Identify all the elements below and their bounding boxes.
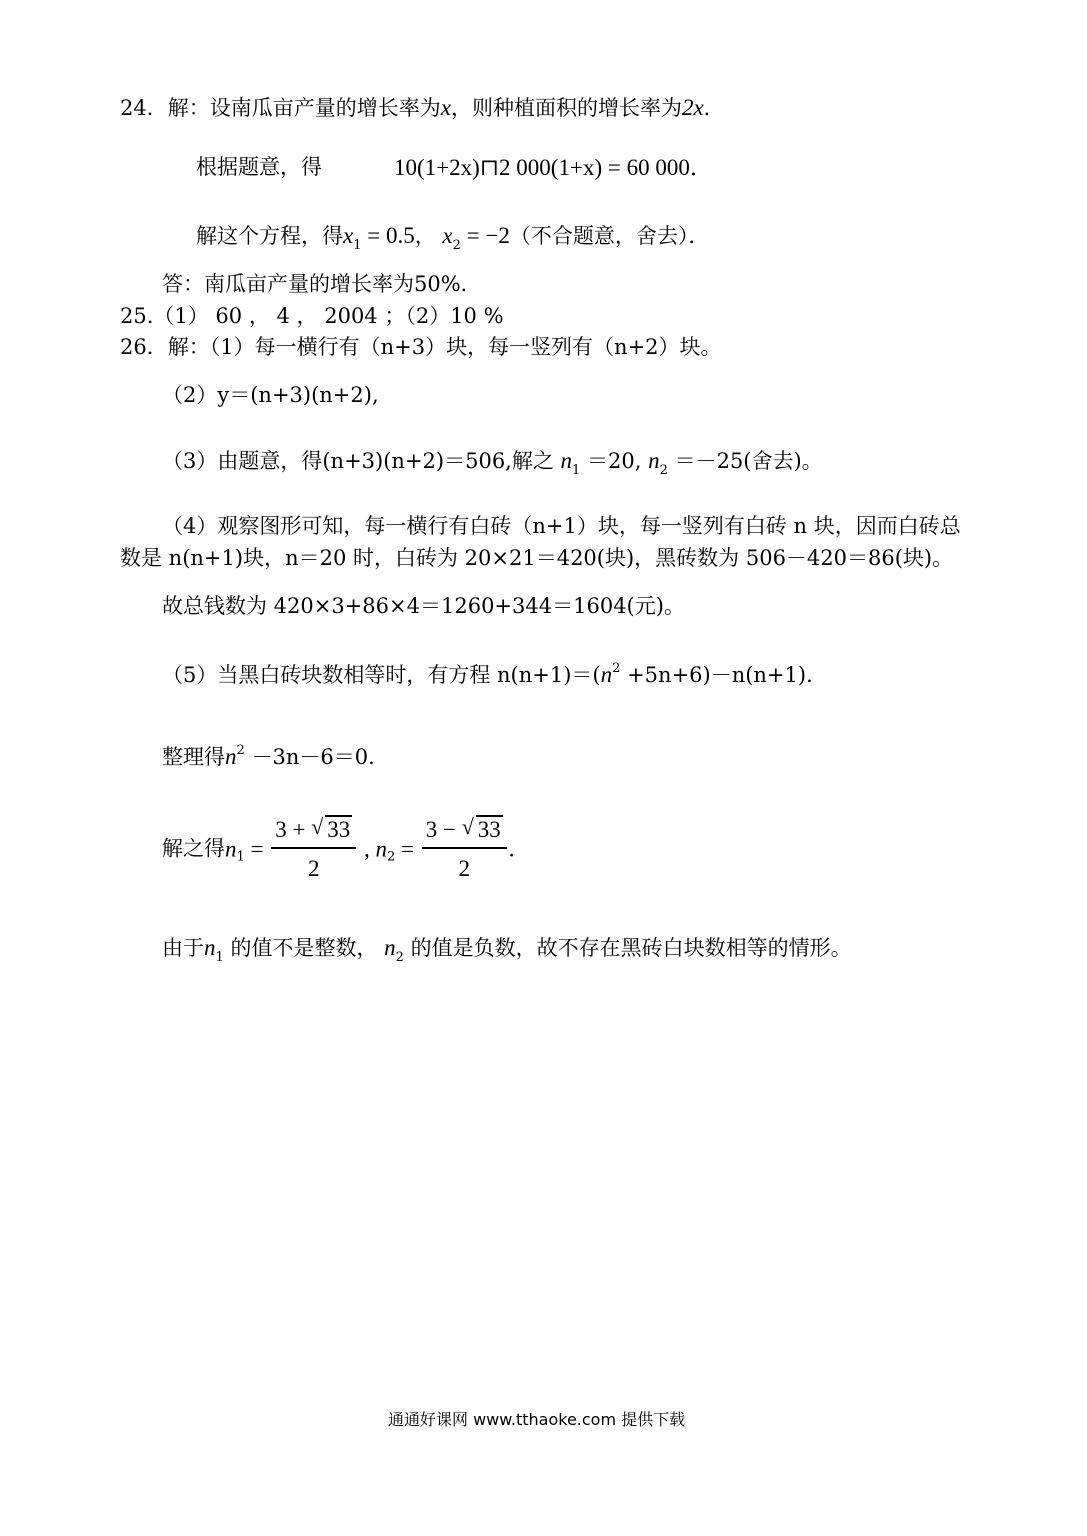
p24-line1-label: 24．解：设南瓜亩产量的增长率为 — [120, 96, 441, 120]
p26-line5 — [120, 548, 953, 569]
p24-x1: x — [343, 223, 354, 248]
p24-line3 — [196, 224, 709, 252]
p26-line8-sup: 2 — [236, 743, 245, 758]
p26-line2 — [162, 385, 379, 406]
p24-line2-label: 根据题意，得 — [196, 155, 322, 179]
p26-n2: n — [648, 448, 660, 473]
p26-line3-b: ＝20, — [587, 449, 642, 473]
p25-text: 25.（1） 60 ， 4 ， 2004 ；（2）10 % — [120, 304, 504, 328]
fraction-n2-denominator: 2 — [458, 856, 470, 881]
p26-line10-n1-sub: 1 — [215, 950, 224, 965]
footer-text: 通通好课网 www.tthaoke.com 提供下载 — [388, 1410, 686, 1429]
p26-line3-a: （3）由题意，得(n+3)(n+2)＝506,解之 — [162, 449, 554, 473]
p26-line7-a: （5）当黑白砖块数相等时，有方程 n(n+1)＝( — [162, 663, 601, 687]
fraction-n1-radicand: 33 — [327, 817, 351, 842]
p24-var-x: x — [440, 95, 451, 120]
p26-line9-eq: = — [244, 836, 270, 862]
p26-line7-n: n — [600, 662, 613, 687]
p24-answer — [162, 274, 482, 295]
p24-line1 — [120, 96, 725, 119]
fraction-n2-num-a: 3 − — [425, 817, 462, 842]
p24-line1-mid: ，则种植面积的增长率为 — [450, 96, 682, 120]
p24-line3-end: （不合题意，舍去）． — [509, 224, 710, 248]
p26-line9-label: 解之得 — [162, 836, 225, 861]
fraction-n1-num-a: 3 + — [275, 817, 312, 842]
p26-line8-n: n — [225, 744, 237, 769]
p26-line7-sup: 2 — [612, 661, 621, 676]
p26-line9 — [162, 814, 515, 881]
p26-line10 — [162, 936, 852, 964]
p26-line4-text: （4）观察图形可知，每一横行有白砖（n+1）块，每一竖列有白砖 n 块，因而白砖总 — [162, 514, 961, 538]
p26-line9-n2-sub: 2 — [387, 849, 396, 865]
p26-n2-sub: 2 — [659, 463, 668, 478]
p26-line8-b: －3n－6＝0. — [244, 745, 375, 769]
p25-line — [120, 306, 504, 327]
p24-line1-end: ． — [703, 96, 725, 120]
fraction-n1 — [271, 814, 356, 881]
fraction-n1-numerator — [271, 814, 356, 849]
p24-line3-label: 解这个方程，得 — [196, 224, 343, 248]
p24-x1-val: = 0.5 — [361, 223, 415, 248]
p24-equation — [394, 156, 713, 179]
p26-line9-eq2: = — [395, 836, 420, 862]
p26-line10-n1: n — [204, 935, 216, 960]
p26-line6-text: 故总钱数为 420×3+86×4＝1260+344＝1604(元)。 — [162, 594, 685, 618]
page-footer — [388, 1412, 685, 1428]
p24-x1-sub: 1 — [353, 238, 362, 253]
p26-line3-c: ＝－25(舍去)。 — [674, 449, 823, 473]
p26-line3 — [162, 449, 823, 477]
p24-line3-sep: ， — [414, 224, 436, 248]
p26-line9-n2: n — [375, 836, 387, 862]
p24-x2-sub: 2 — [452, 238, 461, 253]
p26-line2-text: （2）y＝(n+3)(n+2), — [162, 383, 379, 407]
sqrt-33-icon: √ 33 — [311, 814, 351, 842]
p26-line9-n1: n — [225, 836, 237, 862]
sqrt-33-icon: √ 33 — [461, 814, 501, 842]
p26-line9-n1-sub: 1 — [236, 849, 245, 865]
p26-line7 — [162, 662, 813, 686]
p26-line8 — [162, 744, 375, 768]
p24-line2 — [196, 157, 322, 178]
p24-equation-end: ． — [689, 155, 713, 180]
p24-equation-text: 10(1+2x)⊓2 000(1+x) = 60 000 — [394, 155, 690, 180]
p26-line7-b: +5n+6)－n(n+1). — [620, 663, 813, 687]
p26-line1-text: 26．解：（1）每一横行有（n+3）块，每一竖列有（n+2）块。 — [120, 335, 722, 359]
p26-line9-sep: , — [358, 836, 376, 862]
p24-x2-val: = −2 — [460, 223, 510, 248]
p26-line10-a: 由于 — [162, 936, 204, 960]
p24-var-2x: 2x — [681, 95, 704, 120]
fraction-n2-numerator — [422, 814, 507, 849]
p26-line10-b: 的值不是整数， — [230, 936, 378, 960]
fraction-n1-denominator: 2 — [308, 856, 320, 881]
p26-line5-text: 数是 n(n+1)块，n＝20 时，白砖为 20×21＝420(块)，黑砖数为 506－420＝86(块)。 — [120, 546, 954, 570]
p26-n1: n — [560, 448, 573, 473]
p26-line10-c: 的值是负数，故不存在黑砖白块数相等的情形。 — [410, 936, 852, 960]
p26-line4 — [162, 516, 961, 537]
p24-answer-text: 答：南瓜亩产量的增长率为50%． — [162, 272, 482, 296]
p26-line6 — [162, 596, 685, 617]
p26-line10-n2-sub: 2 — [395, 950, 404, 965]
p24-x2: x — [442, 223, 453, 248]
fraction-n2-radicand: 33 — [477, 817, 501, 842]
p26-line1 — [120, 337, 722, 358]
p26-n1-sub: 1 — [572, 463, 581, 478]
p26-line8-a: 整理得 — [162, 745, 225, 769]
fraction-n2 — [422, 814, 507, 881]
p26-line9-end: . — [508, 836, 515, 862]
p26-line10-n2: n — [384, 935, 396, 960]
